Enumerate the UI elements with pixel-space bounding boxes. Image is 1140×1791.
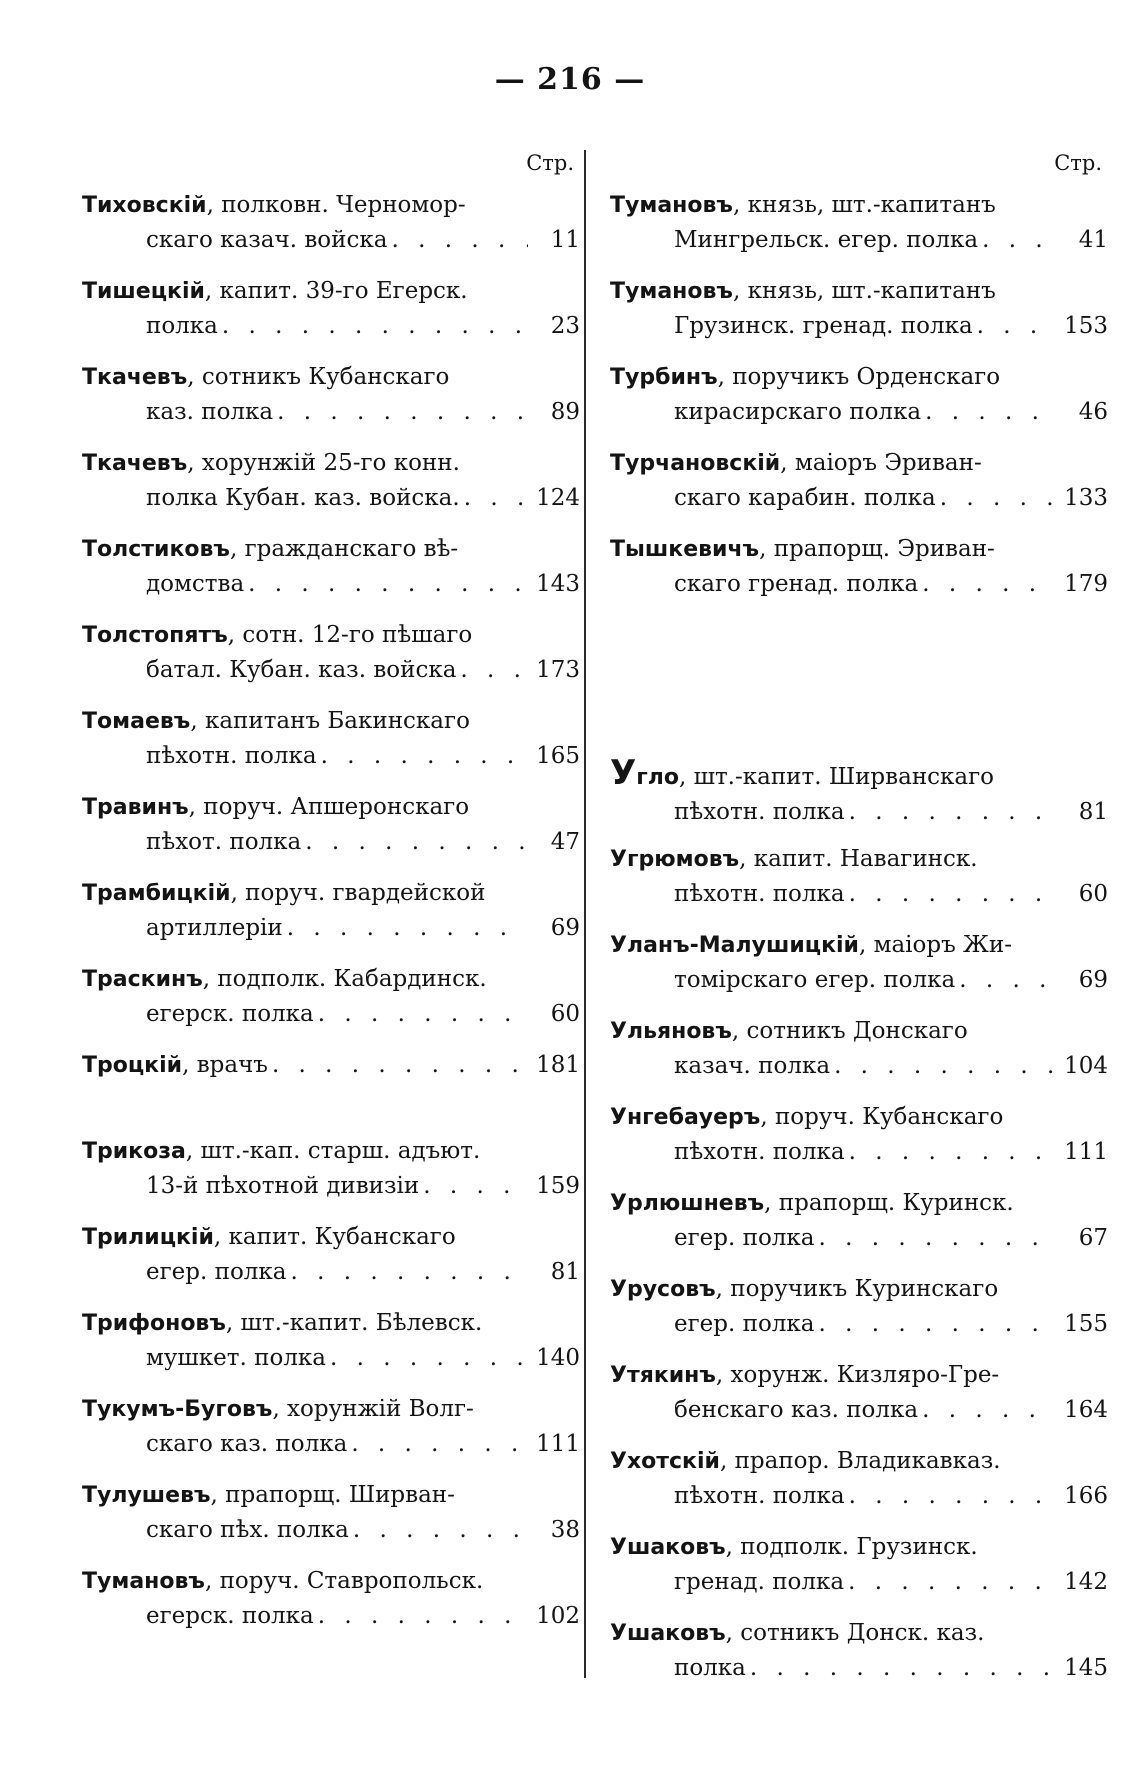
dot-leader — [305, 825, 528, 860]
entry-description-cont: егерск. полка — [146, 1001, 314, 1027]
entry-description: , поручикъ Куринскаго — [715, 1276, 999, 1302]
entry-line-2 — [82, 223, 582, 258]
entry-line-2 — [82, 997, 582, 1032]
entry-description: , капит. Кубанскаго — [213, 1224, 456, 1250]
entry-description: , шт.-капит. Бѣлевск. — [225, 1310, 483, 1336]
entry-description: , поруч. гвардейской — [230, 880, 486, 906]
index-entry — [610, 842, 1110, 928]
entry-description: , князь, шт.-капитанъ — [732, 192, 996, 218]
index-entry — [82, 360, 582, 446]
entry-description: , поручикъ Орденскаго — [717, 364, 1001, 390]
surname: Урлюшневъ — [610, 1191, 765, 1216]
surname: Унгебауеръ — [610, 1105, 761, 1130]
entry-line-1 — [82, 1048, 582, 1083]
index-entry — [610, 188, 1110, 274]
surname: Тишецкій — [82, 279, 205, 304]
page-reference: 164 — [1064, 1397, 1108, 1423]
dot-leader — [222, 309, 528, 344]
entry-line-2 — [610, 1565, 1110, 1600]
index-entry — [82, 1220, 582, 1306]
index-entry — [82, 532, 582, 618]
surname: Турбинъ — [610, 365, 718, 390]
index-entry — [82, 1392, 582, 1478]
section-gap — [610, 618, 1110, 756]
page-reference: 67 — [1078, 1225, 1108, 1251]
index-entry — [610, 1272, 1110, 1358]
entry-line-2 — [82, 1513, 582, 1548]
entry-description-cont: пѣхотн. полка — [674, 799, 845, 825]
entry-line-1 — [82, 876, 582, 911]
dot-leader — [287, 911, 528, 946]
entry-line-2 — [82, 1427, 582, 1462]
index-entry — [610, 1444, 1110, 1530]
entry-description-cont: пѣхот. полка — [146, 829, 302, 855]
page-reference: 69 — [550, 915, 580, 941]
entry-line-2 — [610, 877, 1110, 912]
entry-description-cont: скаго казач. войска — [146, 227, 388, 253]
entry-description: , подполк. Грузинск. — [725, 1534, 978, 1560]
surname: Ткачевъ — [82, 451, 188, 476]
dot-leader — [460, 653, 528, 688]
entry-line-2 — [82, 1169, 582, 1204]
entry-description-cont: скаго карабин. полка — [674, 485, 936, 511]
entry-description: , капит. Навагинск. — [739, 846, 978, 872]
page-reference: 159 — [536, 1173, 580, 1199]
column-divider — [584, 150, 586, 1678]
entry-description-cont: кирасирскаго полка — [674, 399, 922, 425]
page-reference: 166 — [1064, 1483, 1108, 1509]
column-header-right: Стр. — [1054, 151, 1102, 175]
entry-description: , поруч. Кубанскаго — [760, 1104, 1004, 1130]
index-entry — [610, 274, 1110, 360]
index-entry — [82, 876, 582, 962]
entry-description: , шт.-кап. старш. адъют. — [185, 1138, 481, 1164]
page-reference: 155 — [1064, 1311, 1108, 1337]
entry-description-cont: Мингрельск. егер. полка — [674, 227, 979, 253]
entry-description: , прапор. Владикавказ. — [719, 1448, 1001, 1474]
page-reference: 140 — [536, 1345, 580, 1371]
page-reference: 102 — [536, 1603, 580, 1629]
dot-leader — [318, 997, 528, 1032]
page-reference: 179 — [1064, 571, 1108, 597]
index-entry — [610, 446, 1110, 532]
entry-line-1 — [610, 1100, 1110, 1135]
entry-line-1 — [610, 274, 1110, 309]
dot-leader — [834, 1049, 1056, 1084]
entry-description: , хорунжій Волг- — [272, 1396, 474, 1422]
entry-line-1 — [82, 188, 582, 223]
surname: Трамбицкій — [82, 881, 231, 906]
entry-line-1 — [82, 618, 582, 653]
entry-line-1 — [610, 532, 1110, 567]
entry-description-cont: Грузинск. гренад. полка — [674, 313, 973, 339]
entry-line-1 — [610, 188, 1110, 223]
surname: Толстопятъ — [82, 623, 228, 648]
entry-description: , маіоръ Жи- — [858, 932, 1012, 958]
dot-leader — [330, 1341, 528, 1376]
entry-line-1 — [82, 1478, 582, 1513]
entry-description: , князь, шт.-капитанъ — [732, 278, 996, 304]
right-entry-list-u — [610, 756, 1110, 1702]
dot-leader — [849, 795, 1056, 830]
entry-line-1 — [82, 704, 582, 739]
index-entry — [82, 962, 582, 1048]
page-reference: 111 — [1064, 1139, 1108, 1165]
surname-initial: У — [610, 756, 637, 793]
dot-leader — [351, 1427, 528, 1462]
entry-description: , прапорщ. Эриван- — [759, 536, 995, 562]
dot-leader — [922, 567, 1056, 602]
entry-line-2 — [610, 1307, 1110, 1342]
entry-description: , сотникъ Кубанскаго — [187, 364, 450, 390]
entry-line-2 — [82, 395, 582, 430]
entry-line-2 — [610, 567, 1110, 602]
page-number: — 216 — — [494, 62, 646, 97]
entry-line-1 — [610, 928, 1110, 963]
page-reference: 143 — [536, 571, 580, 597]
entry-description: , сотн. 12-го пѣшаго — [227, 622, 473, 648]
dot-leader — [248, 567, 528, 602]
page-reference: 81 — [1078, 799, 1108, 825]
entry-line-2 — [610, 1135, 1110, 1170]
index-entry — [610, 1358, 1110, 1444]
surname: Тумановъ — [610, 193, 733, 218]
surname: Ушаковъ — [610, 1535, 726, 1560]
entry-line-2 — [610, 795, 1110, 830]
page-reference: 111 — [536, 1431, 580, 1457]
entry-description: , сотникъ Донск. каз. — [725, 1620, 985, 1646]
surname: Угрюмовъ — [610, 847, 740, 872]
page-reference: 81 — [550, 1259, 580, 1285]
entry-line-2 — [82, 911, 582, 946]
dot-leader — [750, 1651, 1056, 1686]
entry-description: , капит. 39-го Егерск. — [204, 278, 468, 304]
surname: Тукумъ-Буговъ — [82, 1397, 273, 1422]
entry-line-2 — [610, 481, 1110, 516]
entry-line-2 — [82, 481, 582, 516]
entry-description: , гражданскаго вѣ- — [229, 536, 459, 562]
column-header-left: Стр. — [526, 151, 574, 175]
entry-line-2 — [82, 739, 582, 774]
entry-line-1 — [610, 1186, 1110, 1221]
right-column — [610, 148, 1110, 1702]
page-reference: 181 — [536, 1052, 580, 1078]
entry-line-1 — [82, 1220, 582, 1255]
surname: Турчановскій — [610, 451, 781, 476]
entry-description-cont: полка — [146, 313, 218, 339]
dot-leader — [940, 481, 1056, 516]
surname: Тулушевъ — [82, 1483, 211, 1508]
surname: гло — [636, 765, 679, 790]
entry-line-1 — [82, 360, 582, 395]
dot-leader — [423, 1169, 528, 1204]
entry-description-cont: пѣхотн. полка — [146, 743, 317, 769]
entry-description-cont: скаго пѣх. полка — [146, 1517, 349, 1543]
entry-description-cont: скаго гренад. полка — [674, 571, 919, 597]
entry-description-cont: полка — [674, 1655, 746, 1681]
surname: Утякинъ — [610, 1363, 716, 1388]
entry-description-cont: домства — [146, 571, 245, 597]
page-reference: 133 — [1064, 485, 1108, 511]
surname: Трифоновъ — [82, 1311, 226, 1336]
entry-line-2 — [610, 395, 1110, 430]
entry-line-2 — [82, 567, 582, 602]
entry-line-1 — [610, 842, 1110, 877]
index-entry — [82, 446, 582, 532]
entry-line-2 — [610, 1479, 1110, 1514]
entry-line-2 — [610, 1393, 1110, 1428]
entry-line-1 — [82, 532, 582, 567]
entry-description-cont: батал. Кубан. каз. войска — [146, 657, 457, 683]
index-entry — [82, 790, 582, 876]
entry-description-cont: гренад. полка — [674, 1569, 845, 1595]
entry-line-1 — [610, 1272, 1110, 1307]
entry-description: , сотникъ Донскаго — [731, 1018, 968, 1044]
entry-description-cont: мушкет. полка — [146, 1345, 327, 1371]
surname: Уланъ-Малушицкій — [610, 933, 859, 958]
index-entry — [610, 928, 1110, 1014]
surname: Томаевъ — [82, 709, 191, 734]
right-entry-list-t — [610, 188, 1110, 618]
dot-leader — [922, 1393, 1056, 1428]
surname: Травинъ — [82, 795, 189, 820]
page-reference: 46 — [1078, 399, 1108, 425]
dot-leader — [982, 223, 1056, 258]
page-reference: 69 — [1078, 967, 1108, 993]
surname: Тумановъ — [82, 1569, 205, 1594]
entry-line-2 — [82, 825, 582, 860]
dot-leader — [291, 1255, 529, 1290]
index-entry — [82, 704, 582, 790]
surname: Урусовъ — [610, 1277, 716, 1302]
entry-line-2 — [610, 223, 1110, 258]
entry-description-cont: егер. полка — [674, 1225, 815, 1251]
page-reference: 142 — [1064, 1569, 1108, 1595]
entry-description: , прапорщ. Ширван- — [210, 1482, 455, 1508]
entry-line-1 — [610, 756, 1110, 795]
entry-line-2 — [82, 1255, 582, 1290]
index-entry — [610, 1530, 1110, 1616]
entry-line-2 — [610, 1221, 1110, 1256]
entry-description: , прапорщ. Куринск. — [764, 1190, 1014, 1216]
entry-description-cont: егерск. полка — [146, 1603, 314, 1629]
surname: Трикоза — [82, 1139, 186, 1164]
entry-description: , врачъ — [182, 1052, 268, 1078]
index-entry — [610, 756, 1110, 842]
dot-leader — [959, 963, 1056, 998]
page-reference: 104 — [1064, 1053, 1108, 1079]
surname: Ушаковъ — [610, 1621, 726, 1646]
entry-line-1 — [82, 274, 582, 309]
surname: Тумановъ — [610, 279, 733, 304]
surname: Троцкій — [82, 1053, 183, 1078]
dot-leader — [391, 223, 528, 258]
page-reference: 145 — [1064, 1655, 1108, 1681]
entry-line-2 — [610, 963, 1110, 998]
left-column — [82, 148, 582, 1650]
index-entry — [82, 1564, 582, 1650]
entry-description-cont: пѣхотн. полка — [674, 881, 845, 907]
entry-description: , полковн. Черномор- — [206, 192, 466, 218]
entry-line-1 — [82, 962, 582, 997]
surname: Толстиковъ — [82, 537, 230, 562]
entry-description: , маіоръ Эриван- — [780, 450, 982, 476]
entry-description-cont: 13-й пѣхотной дивизіи — [146, 1173, 420, 1199]
entry-description-cont: томірскаго егер. полка — [674, 967, 956, 993]
dot-leader — [321, 739, 528, 774]
entry-line-1 — [610, 360, 1110, 395]
page-reference: 60 — [550, 1001, 580, 1027]
entry-description-cont: егер. полка — [674, 1311, 815, 1337]
dot-leader — [464, 481, 528, 516]
entry-line-1 — [82, 790, 582, 825]
left-entry-list — [82, 188, 582, 1650]
index-entry — [82, 1306, 582, 1392]
page-reference: 153 — [1064, 313, 1108, 339]
entry-description-cont: пѣхотн. полка — [674, 1139, 845, 1165]
entry-line-2 — [610, 1651, 1110, 1686]
page-reference: 23 — [550, 313, 580, 339]
entry-line-1 — [82, 1392, 582, 1427]
index-entry — [82, 1134, 582, 1220]
index-entry — [610, 360, 1110, 446]
page-reference: 165 — [536, 743, 580, 769]
index-entry — [82, 1478, 582, 1564]
dot-leader — [272, 1048, 528, 1083]
page-reference: 60 — [1078, 881, 1108, 907]
index-entry — [82, 618, 582, 704]
page-reference: 41 — [1078, 227, 1108, 253]
index-entry — [82, 1048, 582, 1134]
entry-line-2 — [82, 1599, 582, 1634]
dot-leader — [849, 1135, 1056, 1170]
entry-line-2 — [610, 1049, 1110, 1084]
entry-line-1 — [610, 1358, 1110, 1393]
dot-leader — [819, 1307, 1057, 1342]
page-reference: 173 — [536, 657, 580, 683]
entry-line-1 — [610, 1014, 1110, 1049]
entry-description-cont: пѣхотн. полка — [674, 1483, 845, 1509]
dot-leader — [925, 395, 1056, 430]
page-reference: 11 — [550, 227, 580, 253]
surname: Траскинъ — [82, 967, 203, 992]
entry-line-1 — [610, 1616, 1110, 1651]
entry-description-cont: бенскаго каз. полка — [674, 1397, 919, 1423]
dot-leader — [849, 1479, 1056, 1514]
entry-description: , поруч. Апшеронскаго — [188, 794, 470, 820]
surname: Ткачевъ — [82, 365, 188, 390]
surname: Тышкевичъ — [610, 537, 760, 562]
page-reference: 47 — [550, 829, 580, 855]
entry-line-1 — [82, 446, 582, 481]
dot-leader — [849, 877, 1056, 912]
dot-leader — [318, 1599, 528, 1634]
entry-line-1 — [82, 1306, 582, 1341]
entry-description: , подполк. Кабардинск. — [202, 966, 487, 992]
entry-line-1 — [82, 1134, 582, 1169]
entry-description-cont: каз. полка — [146, 399, 274, 425]
entry-line-2 — [610, 309, 1110, 344]
dot-leader — [353, 1513, 528, 1548]
surname: Трилицкій — [82, 1225, 214, 1250]
page-reference: 124 — [536, 485, 580, 511]
entry-line-2 — [82, 1341, 582, 1376]
entry-description: , капитанъ Бакинскаго — [190, 708, 470, 734]
surname: Ульяновъ — [610, 1019, 732, 1044]
index-entry — [610, 1186, 1110, 1272]
dot-leader — [977, 309, 1056, 344]
dot-leader — [277, 395, 528, 430]
index-entry — [82, 274, 582, 360]
entry-description: , шт.-капит. Ширванскаго — [678, 764, 995, 790]
entry-description: , хорунж. Кизляро-Гре- — [715, 1362, 1000, 1388]
entry-description: , хорунжій 25-го конн. — [187, 450, 460, 476]
entry-description-cont: артиллеріи — [146, 915, 283, 941]
entry-line-1 — [610, 1530, 1110, 1565]
dot-leader — [819, 1221, 1057, 1256]
index-entry — [610, 1616, 1110, 1702]
page-reference: 89 — [550, 399, 580, 425]
surname: Ухотскій — [610, 1449, 720, 1474]
dot-leader — [848, 1565, 1056, 1600]
index-entry — [82, 188, 582, 274]
entry-line-2 — [82, 653, 582, 688]
entry-line-1 — [610, 1444, 1110, 1479]
entry-description-cont: егер. полка — [146, 1259, 287, 1285]
entry-line-1 — [610, 446, 1110, 481]
entry-description-cont: казач. полка — [674, 1053, 831, 1079]
page-reference: 38 — [550, 1517, 580, 1543]
index-entry — [610, 1014, 1110, 1100]
surname: Тиховскій — [82, 193, 207, 218]
index-entry — [610, 1100, 1110, 1186]
entry-line-1 — [82, 1564, 582, 1599]
entry-description-cont: скаго каз. полка — [146, 1431, 348, 1457]
index-entry — [610, 532, 1110, 618]
entry-line-2 — [82, 309, 582, 344]
entry-description: , поруч. Ставропольск. — [204, 1568, 484, 1594]
entry-description-cont: полка Кубан. каз. войска. — [146, 485, 460, 511]
